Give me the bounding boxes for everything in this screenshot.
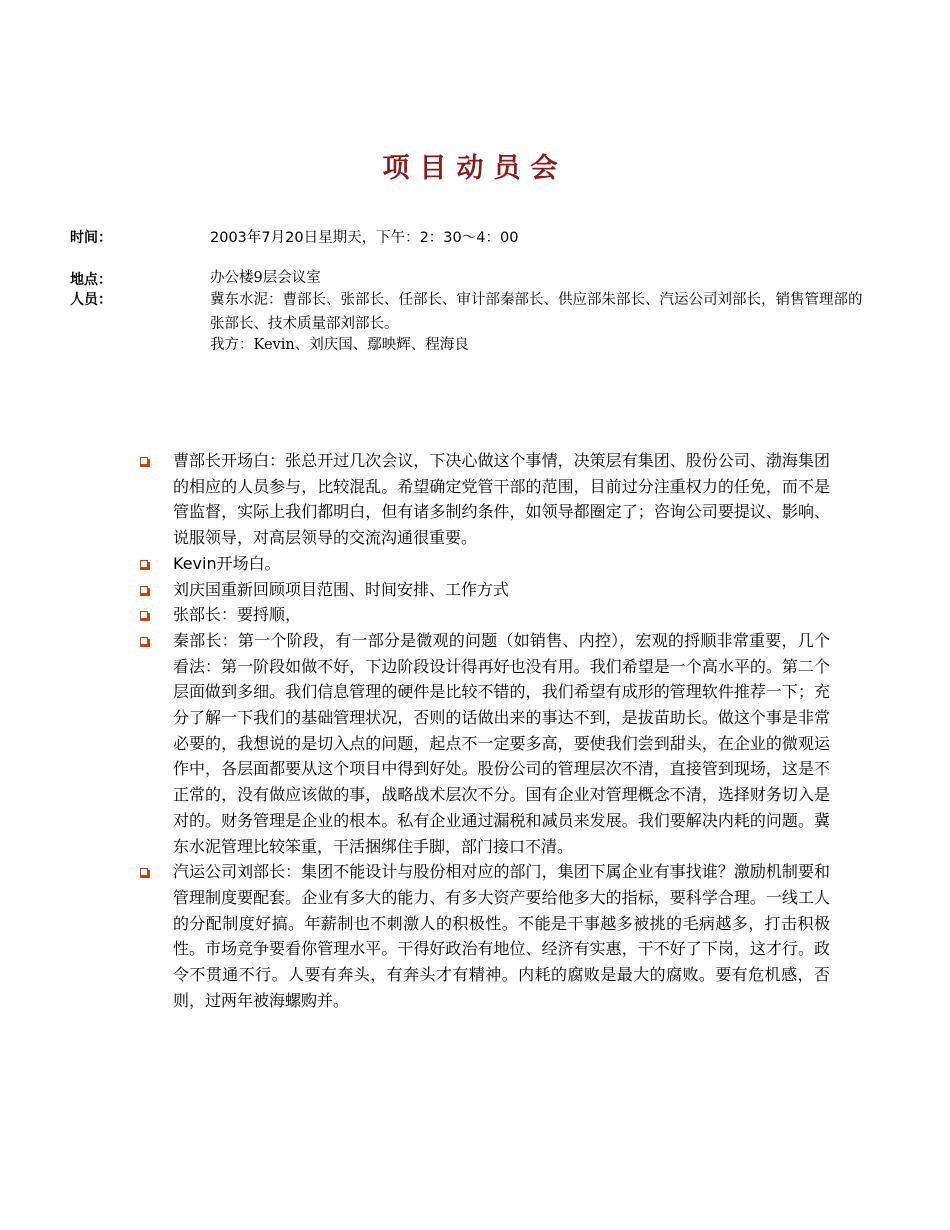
square-bullet-icon (140, 586, 148, 594)
square-bullet-icon (140, 560, 148, 568)
list-item (140, 551, 830, 577)
people-client: 冀东水泥：曹部长、张部长、任部长、审计部秦部长、供应部朱部长、汽运公司刘部长，销售管理部的张部长、技术质量部刘部长。 (210, 292, 863, 332)
place-label: 地点： (70, 272, 112, 288)
place-value: 办公楼9层会议室 (210, 270, 321, 286)
list-item-text: 刘庆国重新回顾项目范围、时间安排、工作方式 (173, 579, 510, 599)
list-item (140, 859, 830, 1013)
document-title: 项目动员会 (382, 153, 568, 184)
square-bullet-icon (140, 637, 148, 645)
list-item (140, 448, 830, 551)
people-ours: 我方：Kevin、刘庆国、鄢映辉、程海良 (210, 337, 469, 353)
time-label: 时间： (70, 230, 112, 246)
list-item (140, 628, 830, 859)
list-item (140, 602, 830, 628)
list-item-text: 曹部长开场白：张总开过几次会议，下决心做这个事情，决策层有集团、股份公司、渤海集团的相应的人员参与，比较混乱。希望确定党管干部的范围，目前过分注重权力的任免，而不是管监督，实际上我们都明白，但有诸多制约条件，如领导都圈定了；咨询公司要提议、影响、说服领导，对高层领导的交流沟通很重要。 (173, 451, 830, 548)
list-item-text: Kevin开场白。 (173, 553, 281, 573)
discussion-list (140, 448, 830, 1013)
time-value: 2003年7月20日星期天，下午：2：30～4：00 (210, 230, 519, 246)
people-label: 人员： (70, 292, 112, 308)
list-item-text: 汽运公司刘部长：集团不能设计与股份相对应的部门，集团下属企业有事找谁？激励机制要和管理制度要配套。企业有多大的能力、有多大资产要给他多大的指标，要科学合理。一线工人的分配制度好搞。年薪制也不刺激人的积极性。不能是干事越多被挑的毛病越多，打击积极性。市场竞争要看你管理水平。干得好政治有地位、经济有实惠，干不好了下岗，这才行。政令不贯通不行。人要有奔头，有奔头才有精神。内耗的腐败是最大的腐败。要有危机感，否则，过两年被海螺购并。 (173, 862, 830, 1010)
list-item (140, 577, 830, 603)
list-item-text: 张部长：要捋顺， (173, 605, 302, 625)
square-bullet-icon (140, 868, 148, 876)
square-bullet-icon (140, 611, 148, 619)
square-bullet-icon (140, 457, 148, 465)
list-item-text: 秦部长：第一个阶段，有一部分是微观的问题（如销售、内控），宏观的捋顺非常重要，几个看法：第一阶段如做不好，下边阶段设计得再好也没有用。我们希望是一个高水平的。第二个层面做到多细。我们信息管理的硬件是比较不错的，我们希望有成形的管理软件推荐一下；充分了解一下我们的基础管理状况，否则的话做出来的事达不到，是拔苗助长。做这个事是非常必要的，我想说的是切入点的问题，起点不一定要多高，要使我们尝到甜头，在企业的微观运作中，各层面都要从这个项目中得到好处。股份公司的管理层次不清，直接管到现场，这是不正常的，没有做应该做的事，战略战术层次不分。国有企业对管理概念不清，选择财务切入是对的。财务管理是企业的根本。私有企业通过漏税和减员来发展。我们要解决内耗的问题。冀东水泥管理比较笨重，干活捆绑住手脚，部门接口不清。 (173, 630, 830, 856)
